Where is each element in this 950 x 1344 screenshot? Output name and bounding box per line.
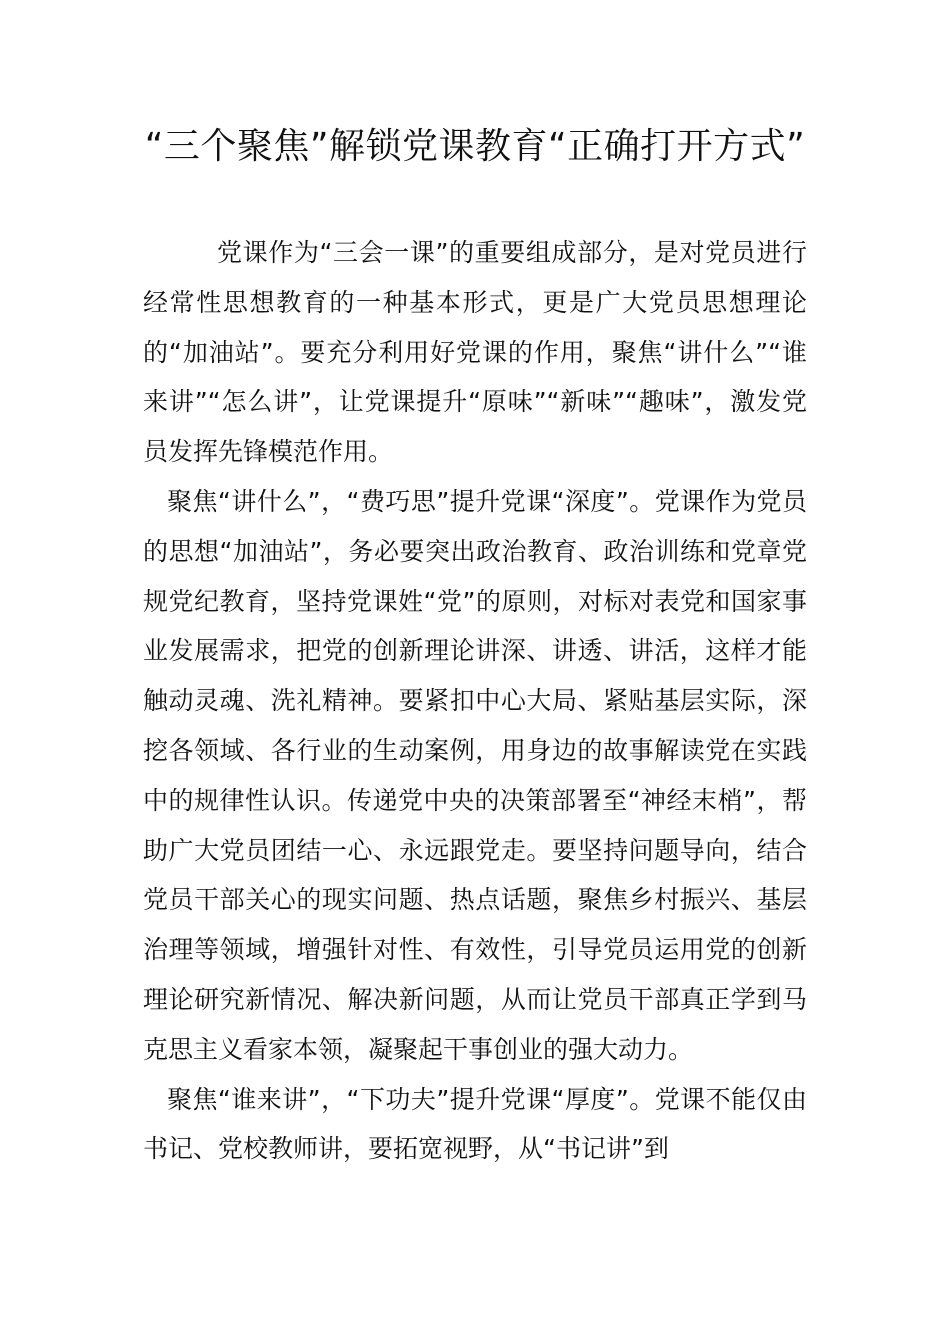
paragraph-intro: 党课作为“三会一课”的重要组成部分，是对党员进行经常性思想教育的一种基本形式，更是广大党员思想理论的“加油站”。要充分利用好党课的作用，聚焦“讲什么”“谁来讲”“怎么讲”，让党课提升“原味”“新味”“趣味”，激发党员发挥先锋模范作用。 <box>143 238 807 467</box>
paragraph-who-teaches: 聚焦“谁来讲”，“下功夫”提升党课“厚度”。党课不能仅由书记、党校教师讲，要拓宽视野，从“书记讲”到 <box>143 1084 807 1164</box>
paragraph-what-to-teach: 聚焦“讲什么”，“费巧思”提升党课“深度”。党课作为党员的思想“加油站”，务必要突出政治教育、政治训练和党章党规党纪教育，坚持党课姓“党”的原则，对标对表党和国家事业发展需求，把党的创新理论讲深、讲透、讲活，这样才能触动灵魂、洗礼精神。要紧扣中心大局、紧贴基层实际，深挖各领域、各行业的生动案例，用身边的故事解读党在实践中的规律性认识。传递党中央的决策部署至“神经末梢”，帮助广大党员团结一心、永远跟党走。要坚持问题导向，结合党员干部关心的现实问题、热点话题，聚焦乡村振兴、基层治理等领域，增强针对性、有效性，引导党员运用党的创新理论研究新情况、解决新问题，从而让党员干部真正学到马克思主义看家本领，凝聚起干事创业的强大动力。 <box>143 486 807 1064</box>
document-title: “三个聚焦”解锁党课教育“正确打开方式” <box>144 126 806 167</box>
document-body <box>143 228 807 1174</box>
